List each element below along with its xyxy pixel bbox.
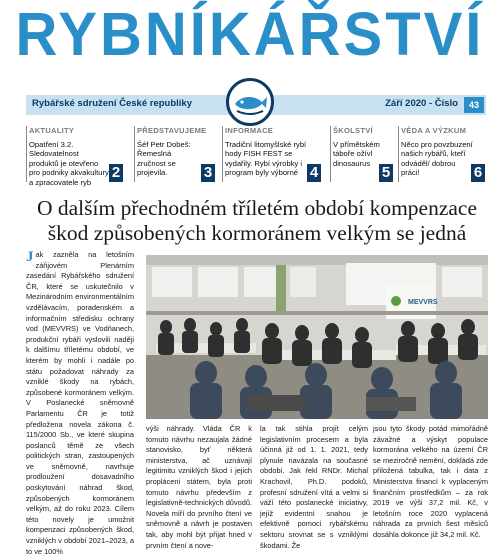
meeting-photo — [146, 255, 488, 419]
teaser-predstavujeme[interactable] — [134, 126, 217, 182]
teaser-category: INFORMACE — [225, 126, 274, 135]
teaser-category: VĚDA A VÝZKUM — [401, 126, 467, 135]
drop-cap: J — [26, 249, 34, 265]
issue-label: Září 2020 - Číslo — [385, 98, 458, 109]
teaser-text: Něco pro povzbuzení našich rybářů, kteří odváděl/ dobrou práci! — [401, 140, 473, 178]
article-headline: O dalším přechodném tříletém období kompenzace škod způsobených kormoránem velkým se jedná — [36, 196, 477, 245]
teaser-informace[interactable] — [222, 126, 323, 182]
masthead — [0, 0, 500, 118]
teaser-text: Šéf Petr Dobeš: Řemeslná zručnost se projevila. — [137, 140, 191, 178]
teaser-veda-a-vyzkum[interactable] — [398, 126, 487, 182]
article-column-2: výši náhrady. Vláda ČR k tomuto návrhu nezaujala žádné stanovisko, byť některá ministerstva, ač uznávají legitimitu vzniklých škod i jejich propláceni státem, byla proti tomuto návrhu především z legislativně-technických důvodů. Novela míří do prvního čtení ve sněmovně a návrh je postaven tak, aby mohl být přijat hned v prvním čtení a nove- — [146, 424, 252, 550]
teaser-page-number: 5 — [379, 164, 393, 182]
teaser-page-number: 6 — [471, 164, 485, 182]
teaser-page-number: 2 — [109, 164, 123, 182]
teaser-page-number: 3 — [201, 164, 215, 182]
teaser-text: Tradiční litomyšlské rybí hody FISH FEST se vydařily. Rybí výrobky i program byly výborné — [225, 140, 307, 178]
teaser-category: ŠKOLSTVÍ — [333, 126, 373, 135]
teaser-page-number: 4 — [307, 164, 321, 182]
publisher-name: Rybářské sdružení České republiky — [32, 98, 192, 109]
fish-logo-icon — [226, 78, 274, 126]
teaser-category: AKTUALITY — [29, 126, 75, 135]
article-column-3: la tak stihla projít celým legislativním procesem a byla účinná již od 1. 1. 2021, tedy plynule navázala na současné období. Jak řekl RNDr. Michal Krachovil, Ph.D. podoků, profesní sdružení vítá a velmi si váží této poslanecké iniciativy, jejíž evidentní snahou je efektivně pomoci rybářskému sektoru srovnat se s vzniklými škodami. Že — [260, 424, 368, 550]
teaser-skolstvi[interactable] — [330, 126, 395, 182]
issue-number: 43 — [464, 97, 484, 113]
teaser-strip — [26, 126, 488, 187]
teaser-text: V přímětském táboře ožívl dinosaurus — [333, 140, 380, 168]
teaser-text: Opatření 3.2. Sledovatelnost produktů je otevřeno pro podniky akvakultury a zpracovatele ryb — [29, 140, 109, 187]
teaser-category: PŘEDSTAVUJEME — [137, 126, 207, 135]
photo-banner-text: MEVVRS — [408, 299, 438, 306]
article-column-1-text: ak zazněla na letošním zářijovém Plenárním zasedání Rybářského sdružení ČR, které se uskutečnilo v Mezinárodním environmentálním vzdělávacím, poradenském a informačním středisku ochrany vod (MEVVRS) ve Vodňanech, produkční rybáři vyslovili naději k dalšímu tříletému období, ve kterém by mohli i nadále po státu požadovat náhrady za vzniklé škody na rybách, způsobené kormoránem velkým. V Poslanecké sněmovně Parlamentu ČR je totiž předložena novela zákona č. 115/2000 Sb., ve které skupina poslanců těmě ze všech politických stran, zastoupených ve sněmovně, navrhuje prodloužení dosavadního poskytování náhrad škod, způsobených kormoránem velkým, až do roku 2023. Cílem této novely je umožnit kompenzaci způsobených škod, vzniklých v období 2021–2023, a to ve 100% — [26, 250, 134, 556]
masthead-title: RYBNÍKÁŘSTVÍ — [15, 0, 485, 69]
teaser-aktuality[interactable] — [26, 126, 125, 187]
article-column-4: jsou tyto škody potád mimořádně závažné a výskyt populace kormorána velkého na území ČR se meziročně nemění, dokládá zde přiložená tabulka, tak i data z Ministerstva financí k vyplaceným finančním prostředkům – za rok 2019 ve výši 37,2 mil. Kč, v letošním roce 2020 vyplacená náhrada za prvních šest měsíců dosáhla dokonce již 34,2 mil. Kč. — [373, 424, 488, 539]
article-column-1 — [26, 250, 134, 557]
